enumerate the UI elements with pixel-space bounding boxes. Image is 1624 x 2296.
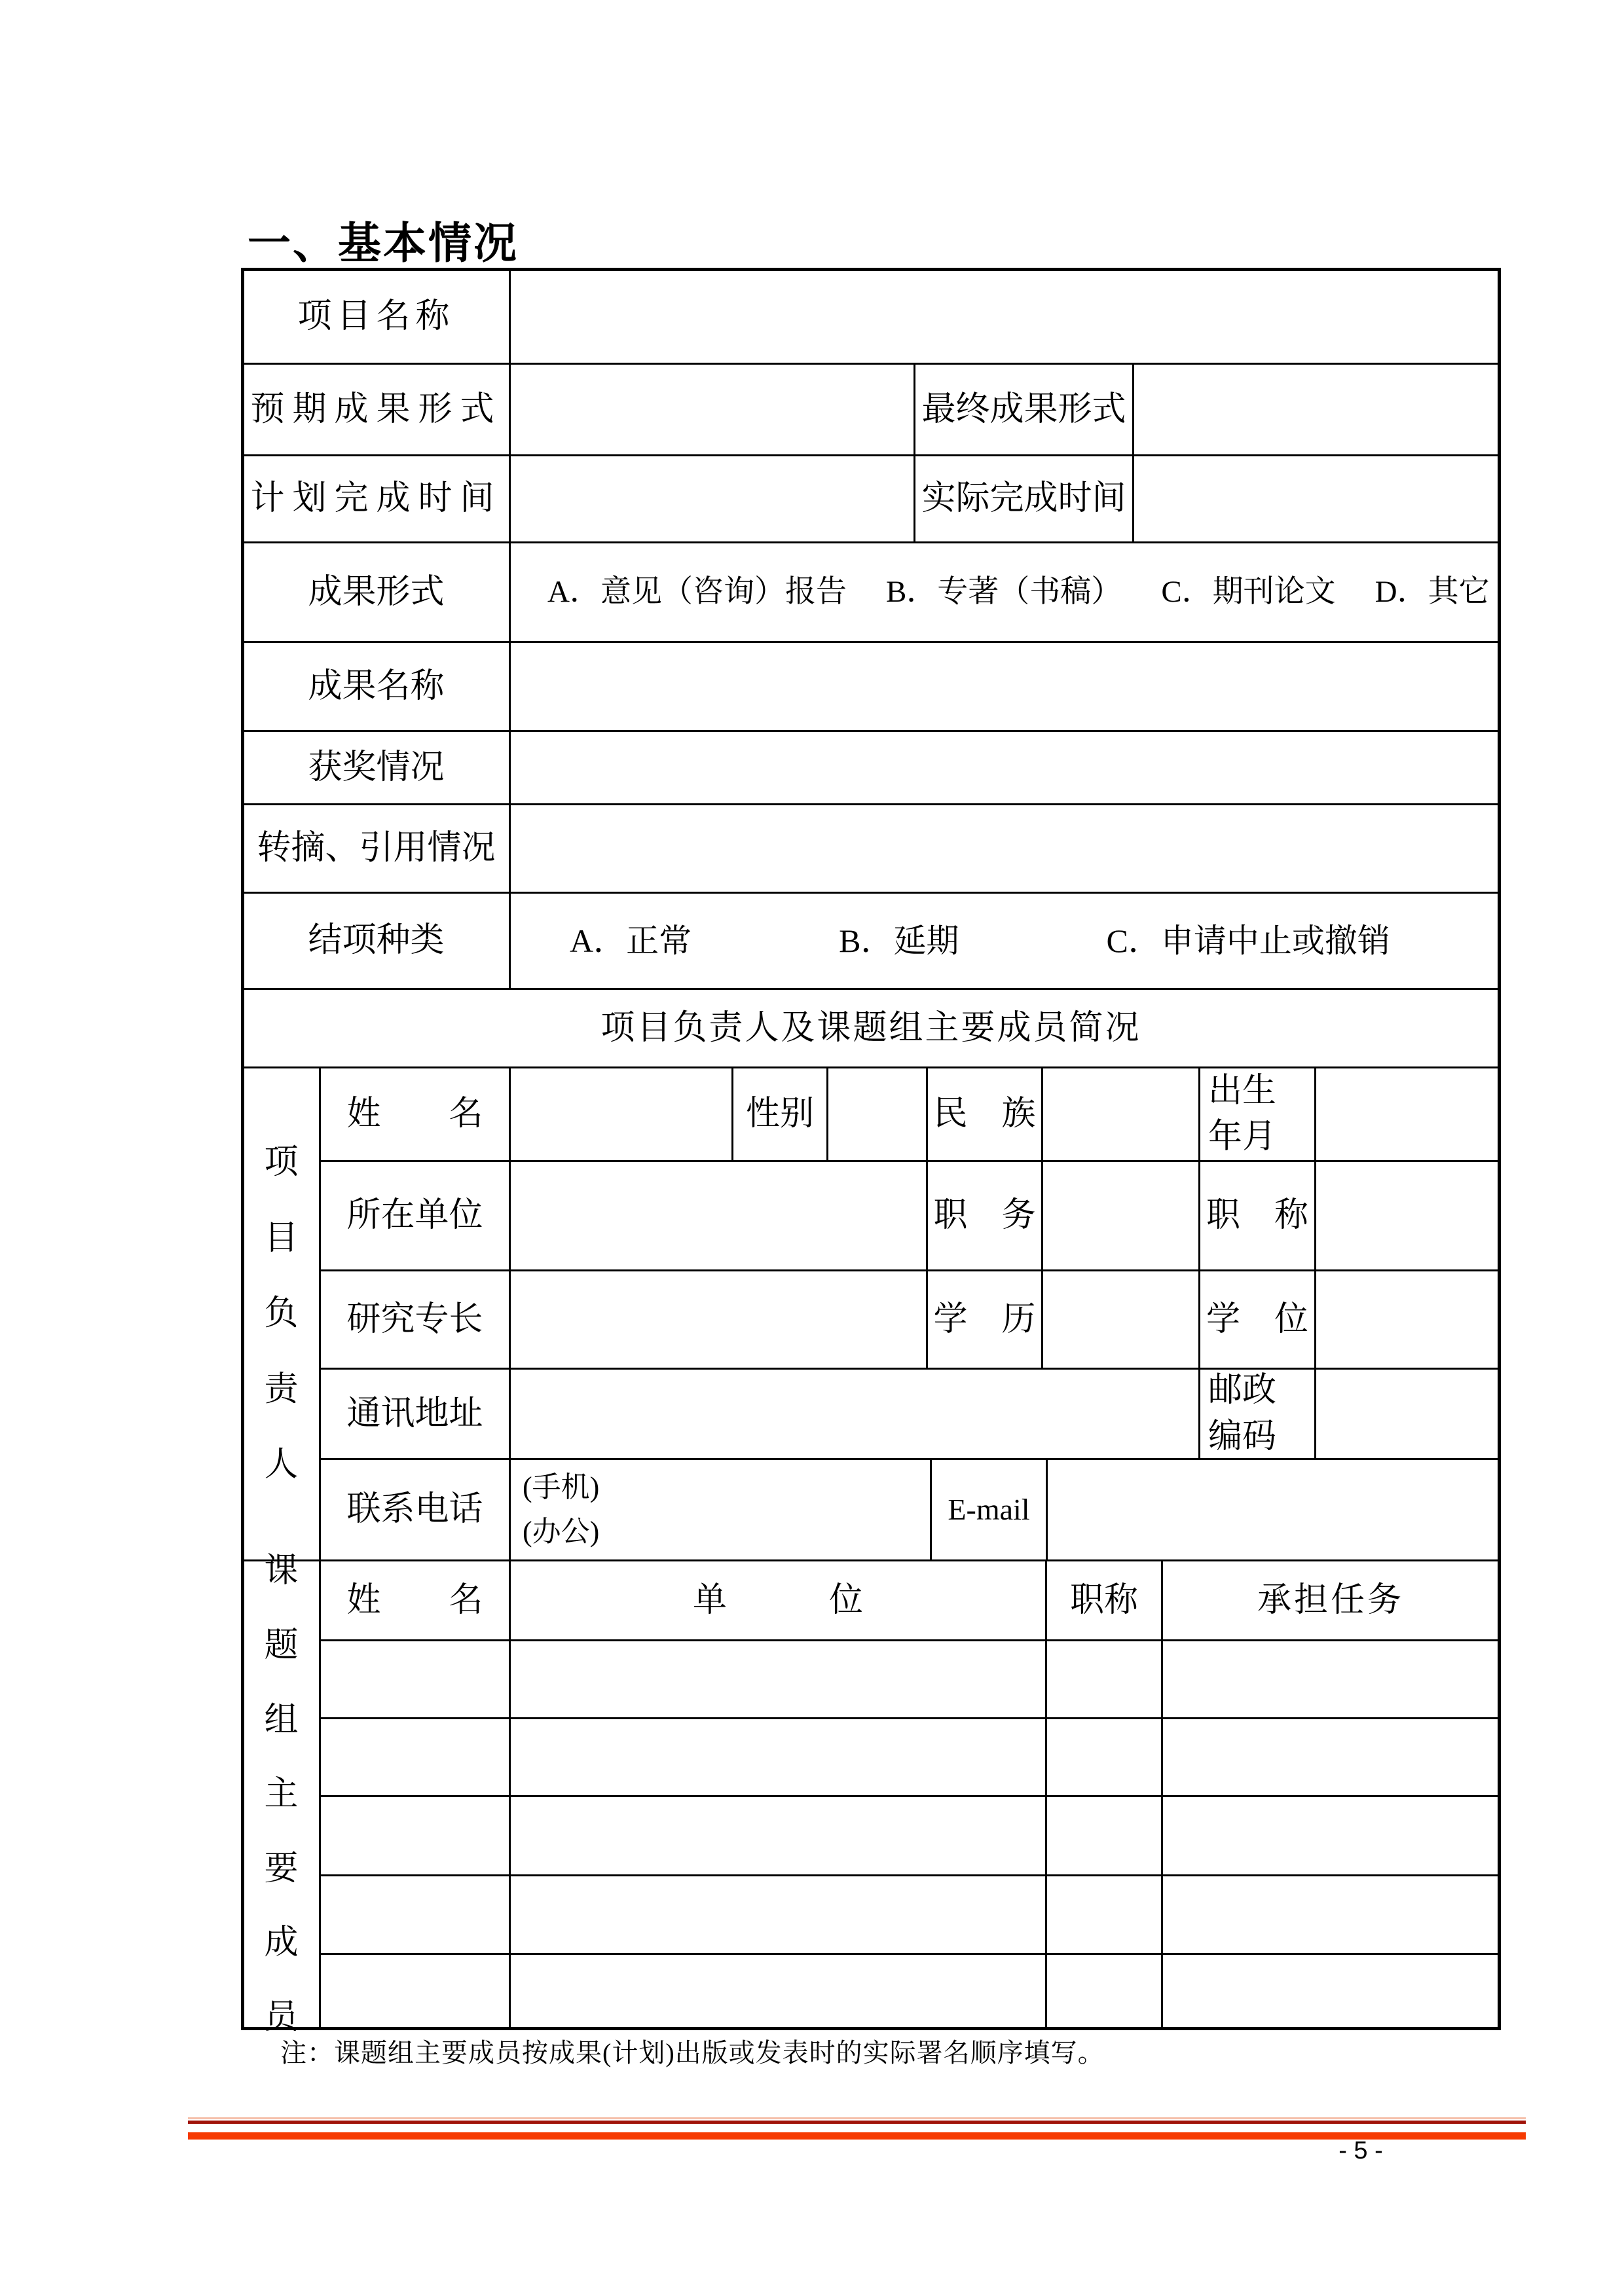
member-row-2-task-cell <box>1163 1719 1498 1797</box>
member-row-3-unit-cell <box>511 1797 1047 1876</box>
reprint-value-cell <box>511 805 1498 894</box>
member-row-2-unit-cell <box>511 1719 1047 1797</box>
leader-name-value-cell <box>511 1068 733 1162</box>
vertical-label-char: 题 <box>264 1627 299 1665</box>
member-row-2-name-cell <box>321 1719 511 1797</box>
result-form-option-d: D．其它 <box>1375 574 1490 609</box>
vertical-label-char: 主 <box>264 1776 299 1813</box>
vertical-label-char: 组 <box>264 1701 299 1739</box>
leader-ethnicity-label: 民 族 <box>928 1068 1043 1162</box>
leader-birth-label-text: 出生年月 <box>1208 1072 1277 1156</box>
member-row-4-task-cell <box>1163 1876 1498 1955</box>
leader-address-value-cell <box>511 1370 1200 1460</box>
leader-postal-code-value-cell <box>1316 1370 1498 1460</box>
member-row-4-name-cell <box>321 1876 511 1955</box>
members-title-header: 职称 <box>1047 1561 1163 1641</box>
member-row-3-title-cell <box>1047 1797 1163 1876</box>
member-row-1-task-cell <box>1163 1641 1498 1719</box>
member-row-4-title-cell <box>1047 1876 1163 1955</box>
leader-specialty-value-cell <box>511 1271 928 1370</box>
result-name-value-cell <box>511 643 1498 732</box>
member-row-5-task-cell <box>1163 1955 1498 2028</box>
basic-info-table <box>244 270 1498 2036</box>
leader-email-label: E-mail <box>932 1460 1048 1561</box>
leader-postal-code-label-text: 邮政编码 <box>1208 1372 1277 1455</box>
member-row-4-unit-cell <box>511 1876 1047 1955</box>
leader-email-value-cell <box>1048 1460 1498 1561</box>
expected-form-value-cell <box>511 365 915 456</box>
leader-group-label <box>244 1068 321 1561</box>
leader-ethnicity-value-cell <box>1043 1068 1200 1162</box>
members-unit-header: 单 位 <box>511 1561 1047 1641</box>
vertical-label-char: 项 <box>264 1144 299 1182</box>
leader-birth-label <box>1200 1068 1316 1162</box>
member-row-5-title-cell <box>1047 1955 1163 2028</box>
footer-light-line <box>188 2117 1526 2119</box>
expected-form-label: 预期成果形式 <box>244 365 511 456</box>
leader-name-label: 姓 名 <box>321 1068 511 1162</box>
section-title: 一、基本情况 <box>248 219 519 267</box>
vertical-label-char: 要 <box>264 1850 299 1887</box>
actual-date-value-cell <box>1134 456 1498 543</box>
vertical-label-char: 目 <box>264 1219 299 1257</box>
vertical-label-char: 负 <box>264 1295 299 1333</box>
member-row-1-unit-cell <box>511 1641 1047 1719</box>
actual-date-label: 实际完成时间 <box>915 456 1134 543</box>
phone-office-label: (办公) <box>523 1516 600 1548</box>
leader-title-label: 职 称 <box>1200 1162 1316 1271</box>
leader-specialty-label: 研究专长 <box>321 1271 511 1370</box>
member-row-3-name-cell <box>321 1797 511 1876</box>
project-name-value-cell <box>511 270 1498 365</box>
awards-value-cell <box>511 732 1498 805</box>
leader-gender-label: 性别 <box>733 1068 828 1162</box>
member-row-2-title-cell <box>1047 1719 1163 1797</box>
leader-position-label: 职 务 <box>928 1162 1043 1271</box>
member-row-5-name-cell <box>321 1955 511 2028</box>
result-form-option-c: C．期刊论文 <box>1161 574 1336 609</box>
result-name-label: 成果名称 <box>244 643 511 732</box>
members-task-header: 承担任务 <box>1163 1561 1498 1641</box>
conclusion-option-c: C．申请中止或撤销 <box>1106 922 1390 959</box>
leader-position-value-cell <box>1043 1162 1200 1271</box>
leader-phone-label: 联系电话 <box>321 1460 511 1561</box>
final-form-value-cell <box>1134 365 1498 456</box>
planned-date-value-cell <box>511 456 915 543</box>
vertical-label-char: 人 <box>264 1446 299 1484</box>
footnote: 注：课题组主要成员按成果(计划)出版或发表时的实际署名顺序填写。 <box>280 2038 1105 2068</box>
member-row-1-name-cell <box>321 1641 511 1719</box>
leader-work-unit-label: 所在单位 <box>321 1162 511 1271</box>
conclusion-type-label: 结项种类 <box>244 894 511 990</box>
leader-work-unit-value-cell <box>511 1162 928 1271</box>
final-form-label: 最终成果形式 <box>915 365 1134 456</box>
planned-date-label: 计划完成时间 <box>244 456 511 543</box>
vertical-label-char: 员 <box>264 1998 299 2036</box>
member-row-3-task-cell <box>1163 1797 1498 1876</box>
phone-mobile-label: (手机) <box>523 1470 600 1503</box>
leader-education-value-cell <box>1043 1271 1200 1370</box>
leader-title-value-cell <box>1316 1162 1498 1271</box>
result-form-option-a: A．意见（咨询）报告 <box>547 574 847 609</box>
members-section-title: 项目负责人及课题组主要成员简况 <box>244 990 1498 1068</box>
project-name-label: 项目名称 <box>244 270 511 365</box>
leader-degree-label: 学 位 <box>1200 1271 1316 1370</box>
members-group-label <box>244 1552 321 2036</box>
page-number: - 5 - <box>1338 2137 1383 2164</box>
leader-gender-value-cell <box>828 1068 928 1162</box>
leader-birth-value-cell <box>1316 1068 1498 1162</box>
conclusion-type-options-cell <box>511 894 1498 990</box>
result-form-options-cell <box>511 543 1498 643</box>
leader-postal-code-label <box>1200 1370 1316 1460</box>
footer-thin-line <box>188 2121 1526 2124</box>
vertical-label-char: 课 <box>264 1552 299 1590</box>
member-row-5-unit-cell <box>511 1955 1047 2028</box>
conclusion-option-a: A．正常 <box>570 922 692 959</box>
members-name-header: 姓 名 <box>321 1561 511 1641</box>
reprint-label: 转摘、引用情况 <box>244 805 511 894</box>
conclusion-option-b: B．延期 <box>839 922 959 959</box>
leader-phone-value-cell <box>511 1460 932 1561</box>
member-row-1-title-cell <box>1047 1641 1163 1719</box>
result-form-label: 成果形式 <box>244 543 511 643</box>
awards-label: 获奖情况 <box>244 732 511 805</box>
vertical-label-char: 成 <box>264 1924 299 1962</box>
leader-address-label: 通讯地址 <box>321 1370 511 1460</box>
leader-degree-value-cell <box>1316 1271 1498 1370</box>
vertical-label-char: 责 <box>264 1370 299 1408</box>
result-form-option-b: B．专著（书稿） <box>885 574 1122 609</box>
leader-education-label: 学 历 <box>928 1271 1043 1370</box>
